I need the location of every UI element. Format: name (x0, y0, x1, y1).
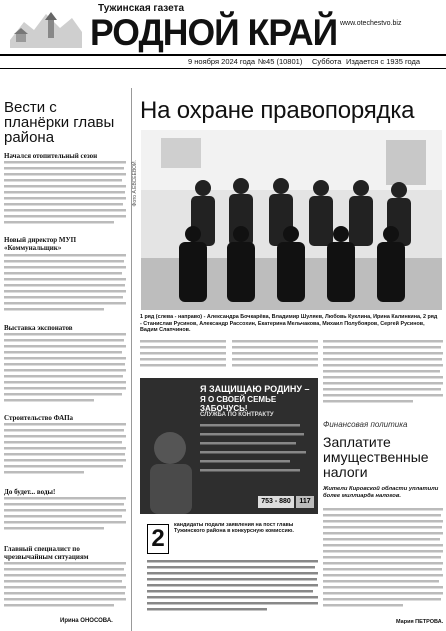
dateline-rule (0, 68, 446, 69)
bottom-body (147, 560, 318, 620)
left-section-title: До будет... воды! (4, 488, 56, 496)
main-headline: На охране правопорядка (140, 97, 415, 124)
left-section-title: Начался отопительный сезон (4, 152, 98, 160)
left-section-body (4, 254, 126, 318)
right-body (323, 508, 443, 616)
site-url: www.otechestvo.biz (340, 20, 402, 27)
photo-credit: Фото А.ЕВСЕЕВОЙ. (132, 160, 138, 207)
issue-weekday: Суббота (312, 57, 342, 66)
left-section-title: Главный специалист по чрезвычайным ситуациям (4, 545, 89, 561)
left-section-body (4, 562, 126, 614)
masthead-subtitle: Тужинская газета (98, 3, 185, 14)
left-headline: Вести с планёрки главы района (4, 99, 115, 146)
count-number: 2 (147, 524, 169, 554)
bottom-lead: кандидаты подали заявления на пост главы Тужинского района в конкурсную комиссию. (174, 522, 294, 535)
masthead-title: РОДНОЙ КРАЙ (90, 12, 338, 53)
issue-date: 9 ноября 2024 года (188, 57, 256, 66)
recruitment-ad (140, 378, 318, 514)
left-section-body (4, 423, 126, 483)
masthead-illustration (4, 4, 84, 50)
left-author: Ирина ОНОСОВА. (60, 618, 113, 624)
left-section-body (4, 161, 126, 231)
ad-bullets (200, 424, 312, 484)
right-lead: Жители Кировской области уплатили более миллиарда налогов. (323, 486, 439, 499)
photo-caption: 1 ряд (слева - направо) - Александра Бочкарёва, Владимир Шуляев, Любовь Куклина, Ирина Калинкина, 2 ряд - Станислав Русинов, Александр Рассохин, Екатерина Мельчакова, Михаил Полубояров, Сергей Русинов, Вадим Слапчинов. (140, 314, 438, 333)
group-photo-image (141, 130, 442, 310)
right-author: Мария ПЕТРОВА. (396, 619, 444, 625)
ad-line2: Я О СВОЕЙ СЕМЬЕ ЗАБОЧУСЬ! (200, 395, 277, 413)
main-story-body (140, 340, 318, 374)
ad-line3: СЛУЖБА ПО КОНТРАКТУ (200, 412, 274, 418)
issue-since: Издается с 1935 года (346, 57, 421, 66)
right-rubric: Финансовая политика (323, 420, 408, 429)
left-section-body (4, 333, 126, 409)
dateline (0, 55, 446, 67)
left-section-title: Новый директор МУП «Коммунальщик» (4, 236, 77, 252)
issue-number: №45 (10801) (258, 57, 303, 66)
ad-phone-tail: 117 (296, 496, 314, 508)
group-photo (141, 130, 442, 310)
left-section-body (4, 497, 126, 537)
ad-line1: Я ЗАЩИЩАЮ РОДИНУ – (200, 384, 310, 394)
left-section-title: Строительство ФАПа (4, 414, 74, 422)
right-headline: Заплатите имущественные налоги (323, 434, 429, 480)
left-section-title: Выставка экспонатов (4, 324, 73, 332)
ad-phone: 753 - 880 (258, 496, 294, 508)
main-story-body-right (323, 340, 443, 410)
